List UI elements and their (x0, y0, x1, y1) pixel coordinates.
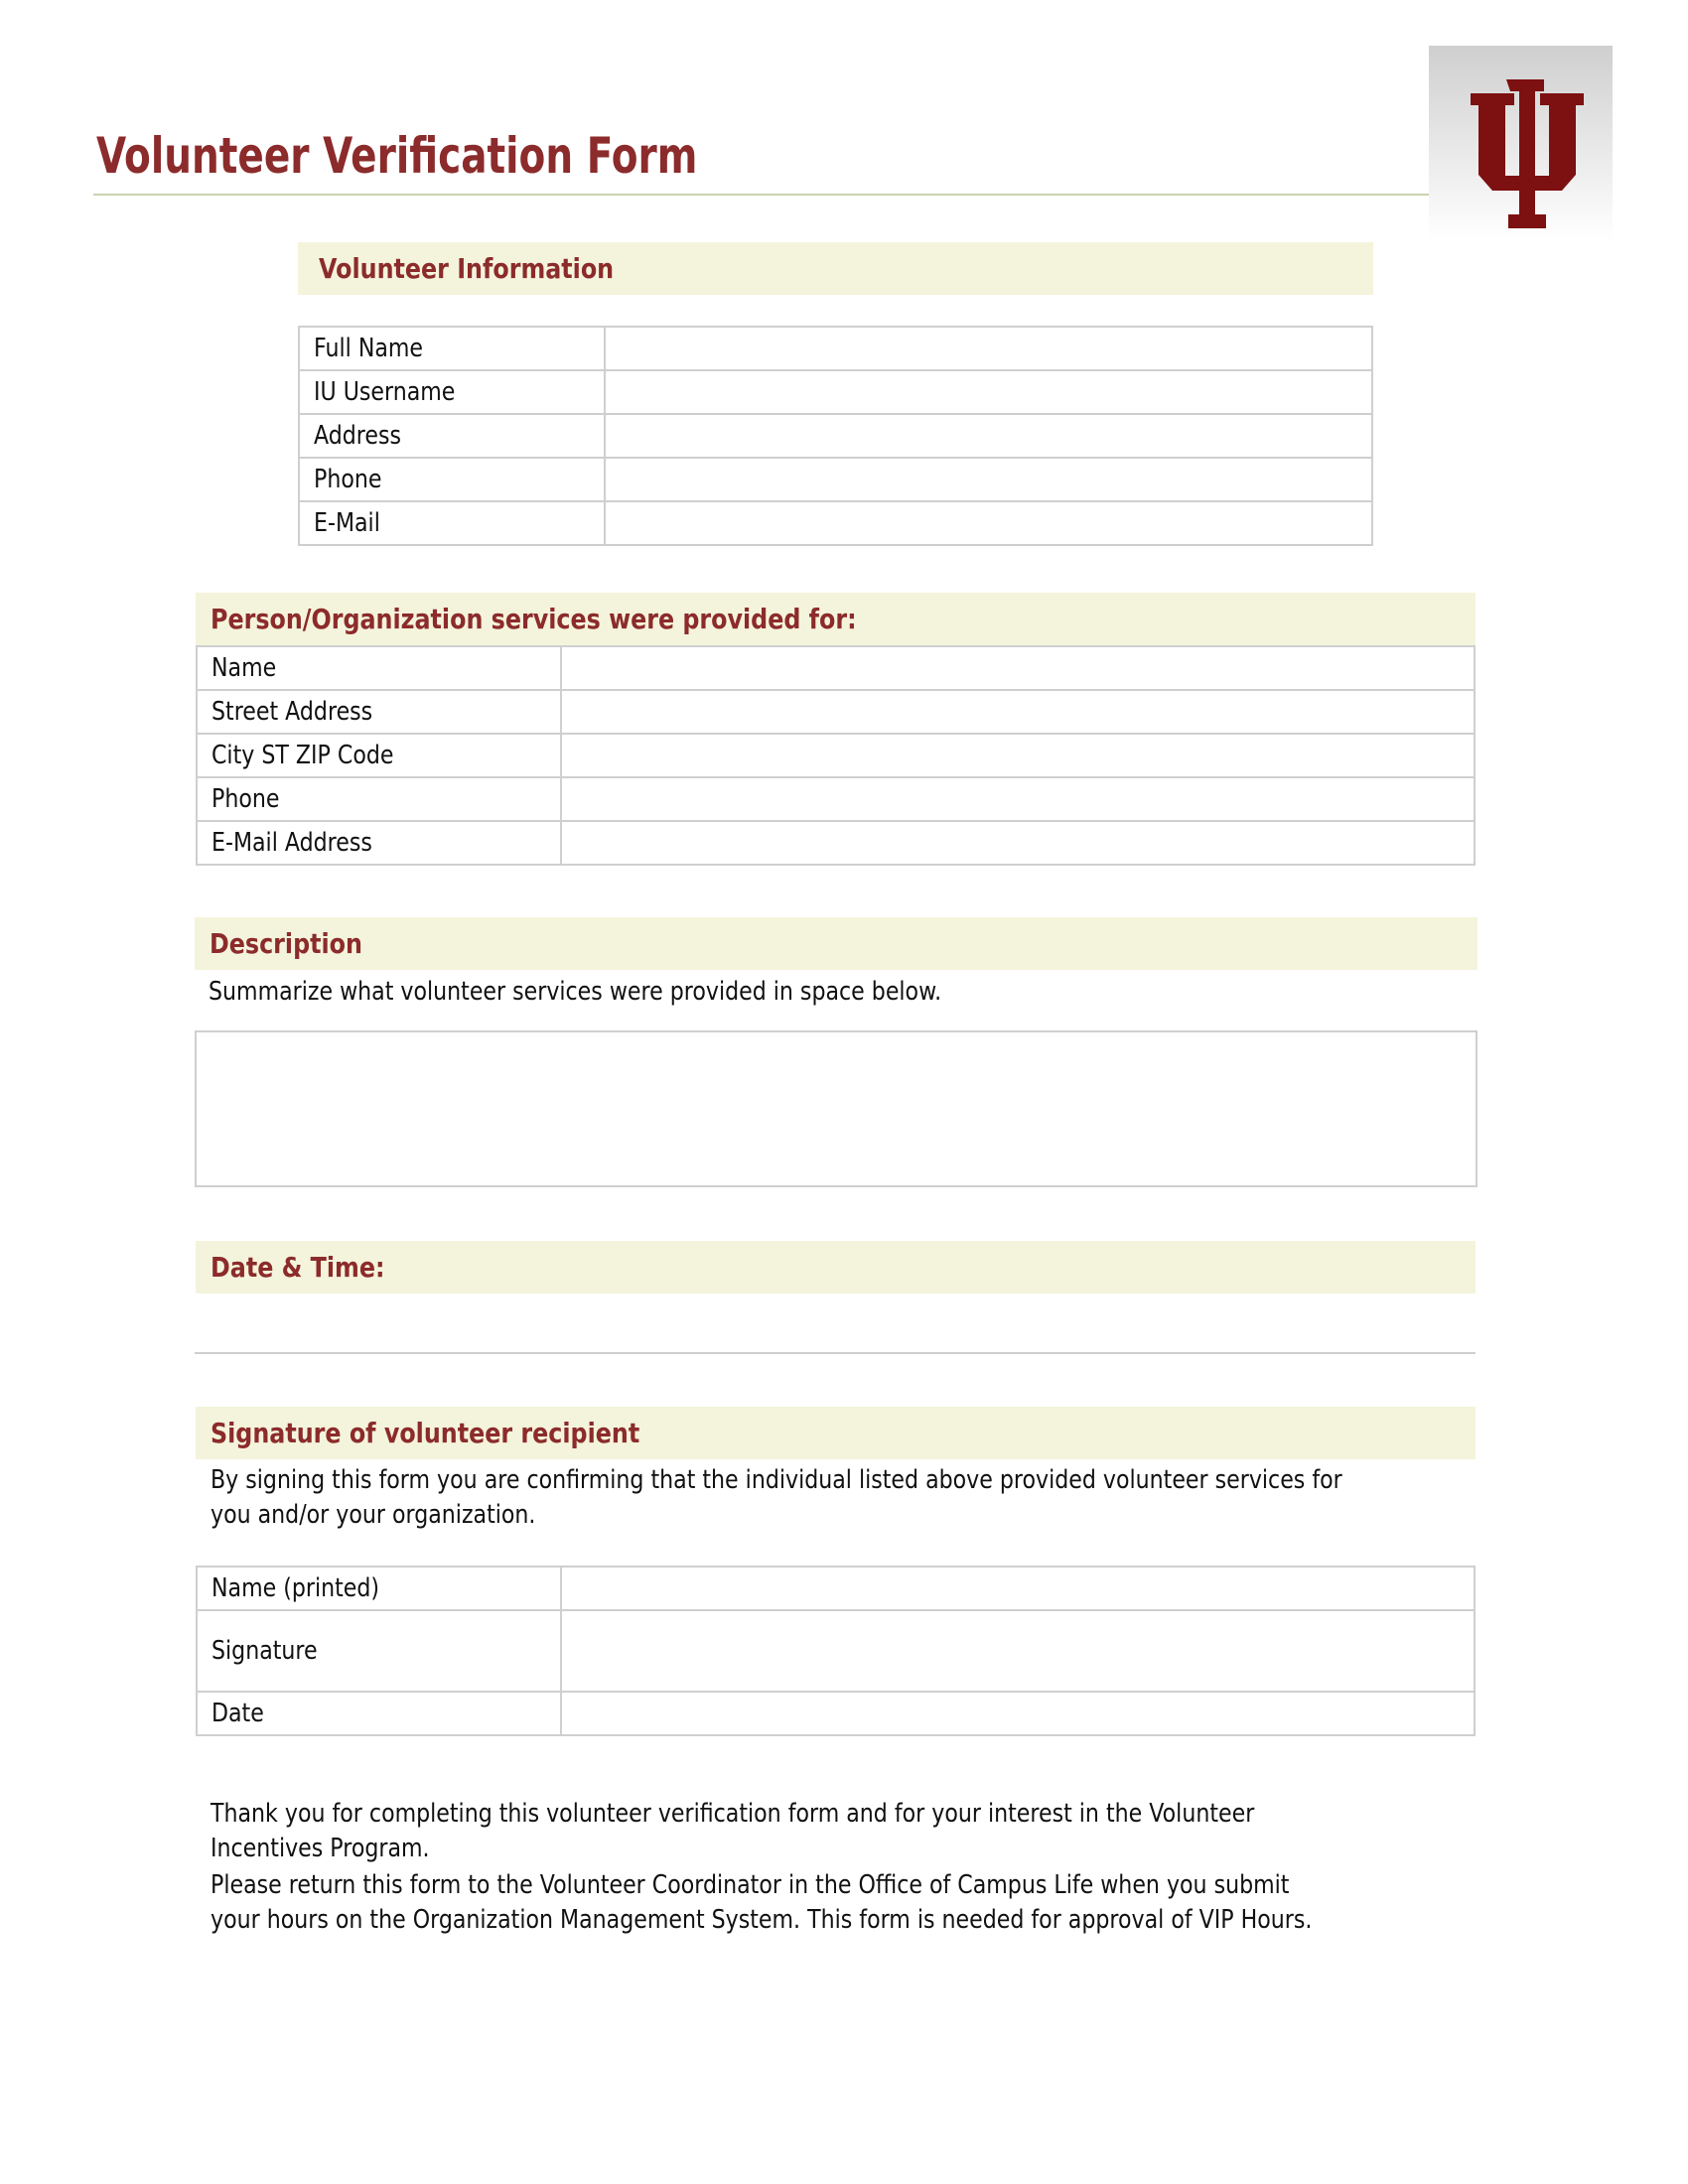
statement-line: you and/or your organization. (211, 1500, 536, 1530)
signature-heading (196, 1407, 1476, 1459)
table-row (299, 458, 1372, 501)
table-row (197, 1692, 1475, 1735)
footer-thanks (211, 1797, 1439, 1866)
signature-date-field[interactable] (561, 1692, 1475, 1735)
recipient-table (196, 645, 1476, 866)
description-textarea[interactable] (195, 1030, 1477, 1187)
field-label: Name (211, 653, 277, 683)
field-label: Full Name (314, 334, 424, 363)
title-rule (93, 194, 1429, 196)
table-row (197, 690, 1475, 734)
iu-username-field[interactable] (605, 370, 1372, 414)
recipient-phone-field[interactable] (561, 777, 1475, 821)
table-row (299, 414, 1372, 458)
signature-table (196, 1566, 1476, 1736)
table-row (197, 734, 1475, 777)
heading-text: Description (210, 927, 362, 960)
footer-line: Incentives Program. (211, 1834, 430, 1863)
field-label: Date (211, 1699, 264, 1728)
date-time-heading (196, 1241, 1476, 1294)
table-row (197, 1567, 1475, 1610)
heading-text: Date & Time: (211, 1251, 385, 1284)
iu-trident-icon (1429, 46, 1613, 262)
full-name-field[interactable] (605, 327, 1372, 370)
table-row (299, 370, 1372, 414)
signature-statement (211, 1463, 1542, 1533)
description-instructions (209, 975, 1070, 1010)
recipient-heading (196, 593, 1476, 645)
field-label: E-Mail (314, 508, 380, 538)
table-row (197, 821, 1475, 865)
description-heading (195, 917, 1477, 970)
street-address-field[interactable] (561, 690, 1475, 734)
phone-field[interactable] (605, 458, 1372, 501)
field-label: E-Mail Address (211, 828, 372, 858)
recipient-name-field[interactable] (561, 646, 1475, 690)
recipient-email-field[interactable] (561, 821, 1475, 865)
instructions-text: Summarize what volunteer services were provided in space below. (209, 977, 942, 1007)
field-label: Signature (211, 1636, 318, 1666)
field-label: Phone (314, 465, 382, 494)
printed-name-field[interactable] (561, 1567, 1475, 1610)
page-title: Volunteer Verification Form (96, 127, 698, 185)
address-field[interactable] (605, 414, 1372, 458)
heading-text: Volunteer Information (319, 252, 615, 285)
table-row (299, 327, 1372, 370)
heading-text: Signature of volunteer recipient (211, 1417, 640, 1449)
iu-logo (1429, 46, 1613, 262)
footer-line: Thank you for completing this volunteer verification form and for your interest in the Volunteer (211, 1799, 1255, 1829)
table-row (197, 646, 1475, 690)
field-label: IU Username (314, 377, 456, 407)
footer-line: your hours on the Organization Management System. This form is needed for approval of VIP Hours. (211, 1905, 1313, 1935)
field-label: Phone (211, 784, 280, 814)
volunteer-info-heading (298, 242, 1373, 295)
field-label: City ST ZIP Code (211, 741, 394, 770)
field-label: Name (printed) (211, 1573, 380, 1603)
field-label: Street Address (211, 697, 373, 727)
table-row (299, 501, 1372, 545)
table-row (197, 1610, 1475, 1692)
signature-field[interactable] (561, 1610, 1475, 1692)
table-row (197, 777, 1475, 821)
field-label: Address (314, 421, 402, 451)
city-state-zip-field[interactable] (561, 734, 1475, 777)
statement-line: By signing this form you are confirming that the individual listed above provided volunteer services for (211, 1465, 1342, 1495)
heading-text: Person/Organization services were provided for: (211, 603, 857, 635)
footer-instructions (211, 1868, 1506, 1938)
email-field[interactable] (605, 501, 1372, 545)
footer-line: Please return this form to the Volunteer Coordinator in the Office of Campus Life when you submit (211, 1870, 1290, 1900)
volunteer-info-table (298, 326, 1373, 546)
date-time-field[interactable] (195, 1352, 1476, 1354)
